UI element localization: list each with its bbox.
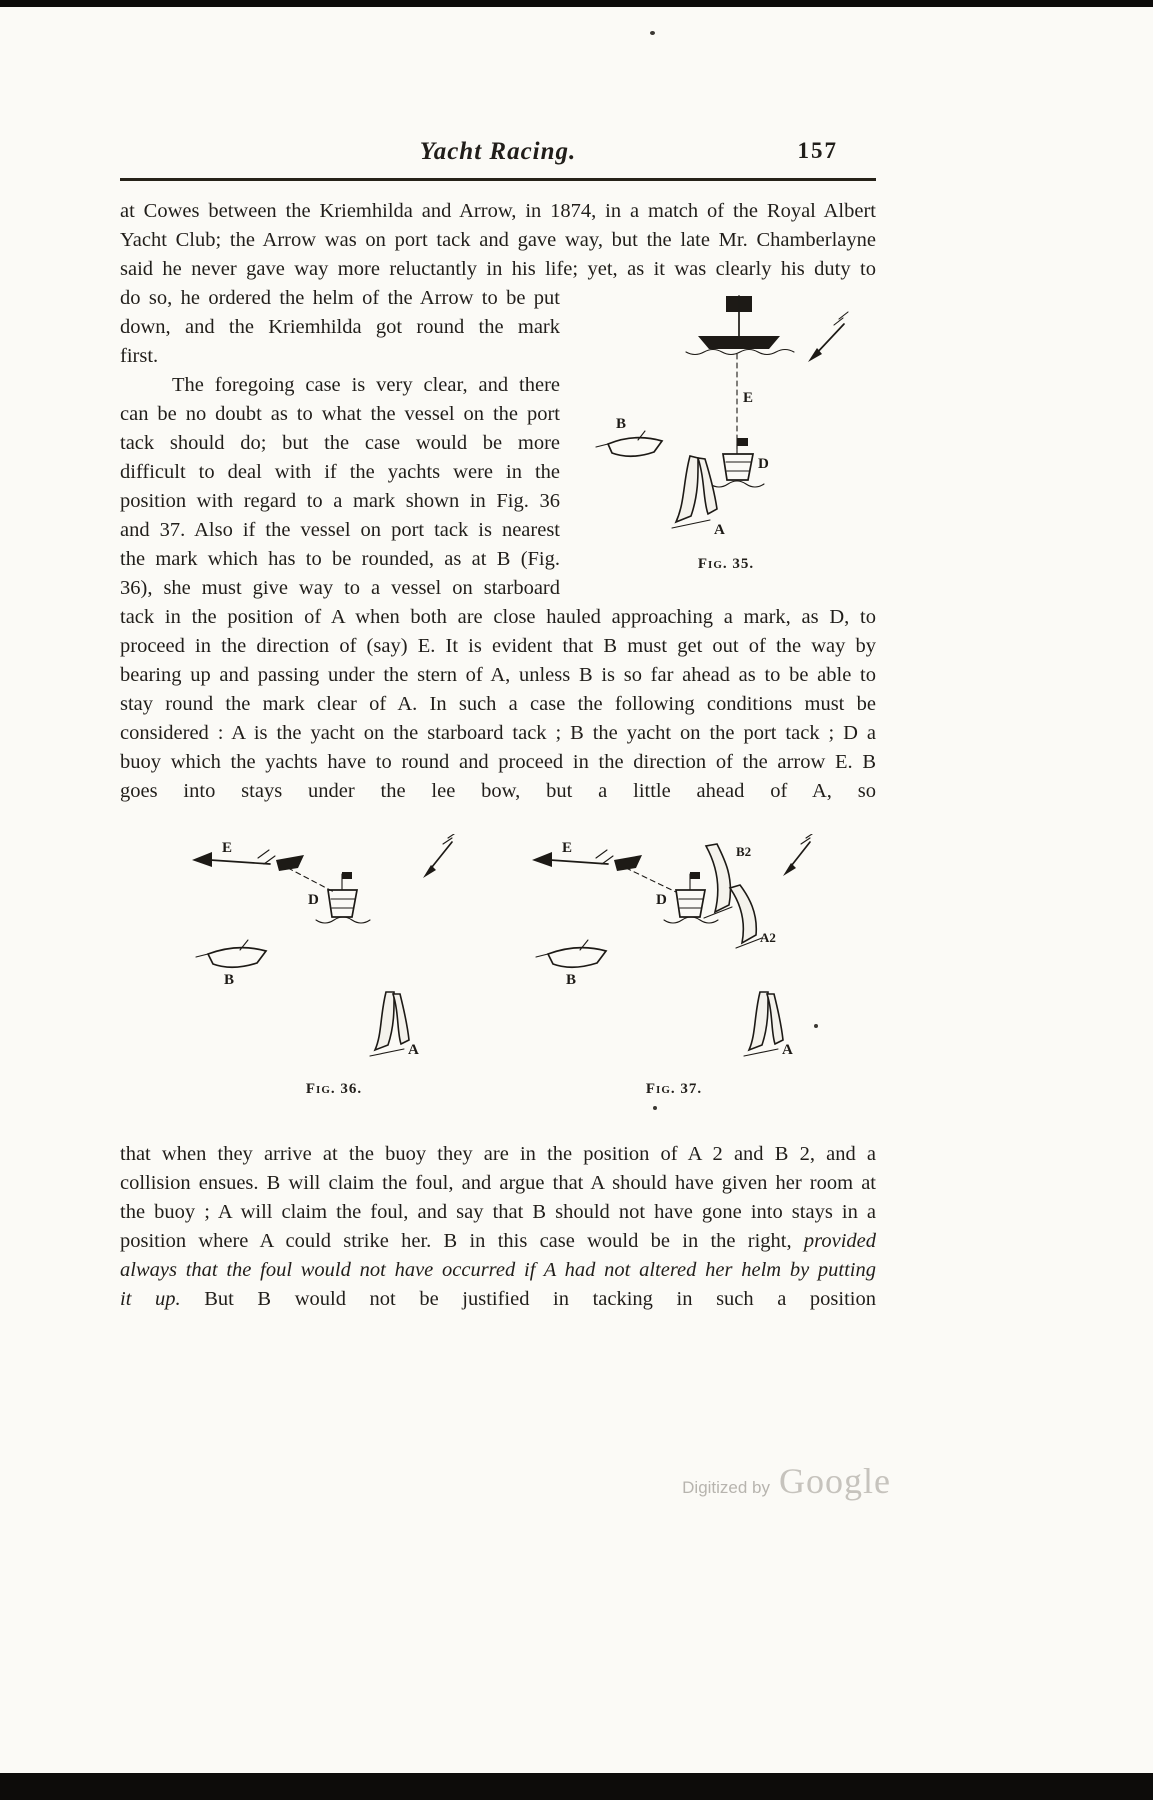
digitized-by-label: Digitized by <box>682 1478 771 1497</box>
fig35-mark-vessel <box>686 296 794 355</box>
paragraph-1-text-b: ordered the helm of the Arrow to be put down, and the Kriemhilda got round the mark first. <box>120 287 560 367</box>
figure-36-caption: Fig. 36. <box>305 1081 363 1097</box>
fig36-boat-b <box>196 940 266 967</box>
fig37-label-b: B <box>566 972 577 988</box>
wind-arrow-icon <box>783 834 815 876</box>
figure-35-caption: Fig. 35. <box>697 556 755 572</box>
fig37-label-b2: B2 <box>736 844 752 859</box>
fig37-diagram <box>524 834 824 1066</box>
figure-36 <box>184 834 484 1098</box>
running-header <box>120 138 876 174</box>
page-content <box>120 138 876 1314</box>
fig37-boat-b <box>536 940 606 967</box>
fig37-arrow-e <box>532 850 613 867</box>
fig36-label-d: D <box>308 892 319 908</box>
figure-37-caption: Fig. 37. <box>645 1081 703 1097</box>
fig37-label-a2: A2 <box>760 930 776 945</box>
fig35-label-d: D <box>758 456 769 472</box>
fig36-arrow-e <box>192 850 275 867</box>
paragraph-1 <box>120 197 876 572</box>
header-rule <box>120 178 876 181</box>
paragraph-3 <box>120 1140 876 1314</box>
paragraph-1-text-a: at Cowes between the Kriemhilda and Arrow, in 1874, in a match of the Royal Albert Yacht Club; the Arrow was on port tack and gave way, but the late Mr. Chamberlayne said he never gave way more reluctantly in his life; yet, as it was clearly his duty to do so, he <box>120 200 876 309</box>
figure-35 <box>576 286 876 573</box>
fig36-yacht-a <box>370 992 409 1056</box>
page-title: Yacht Racing. <box>419 138 577 165</box>
fig35-label-b: B <box>616 416 627 432</box>
fig35-buoy-d <box>710 438 764 487</box>
fig37-label-d: D <box>656 892 667 908</box>
fig36-label-b: B <box>224 972 235 988</box>
scan-speck <box>650 31 655 35</box>
paragraph-3-italic: provided always that the foul would not have occurred if A had not altered her helm by putting it up. <box>120 1230 876 1310</box>
fig36-label-a: A <box>408 1042 419 1058</box>
paragraph-3-text-a: that when they arrive at the buoy they are in the position of A 2 and B 2, and a collision ensues. B will claim the foul, and argue that A should have given her room at the buoy ; A will claim the foul, and say that B should not have gone into stays in a position where A could strike her. B in this case would be in the right, <box>120 1143 876 1252</box>
fig36-course-line <box>288 868 334 892</box>
fig36-label-e: E <box>222 840 233 856</box>
fig37-yacht-a2 <box>730 885 762 948</box>
fig37-course-line <box>626 868 676 892</box>
wind-arrow-icon <box>808 312 848 362</box>
page-number: 157 <box>797 138 838 163</box>
digitized-watermark <box>682 1460 891 1502</box>
figure-37 <box>524 834 824 1098</box>
fig35-yacht-a <box>672 456 717 528</box>
body-text-continued <box>120 1140 876 1314</box>
fig35-diagram <box>586 286 866 554</box>
paragraph-2: The foregoing case is very clear, and there can be no doubt as to what the vessel on the port tack should do; but the case would be more difficult to deal with if the yachts were in the position with regard to a mark shown in Fig. 36 and 37. Also if the vessel on port tack is nearest the mark which has to be rounded, as at B (Fig. 36), she must give way to a vessel on starboard tack in the position of A when both are close hauled approaching a mark, as D, to proceed in the direction of (say) E. It is evident that B must get out of the way by bearing up and passing under the stern of A, unless B is so far ahead as to be able to stay round the mark clear of A. In such a case the following conditions must be considered : A is the yacht on the starboard tack ; B the yacht on the port tack ; D a buoy which the yachts have to round and proceed in the direction of the arrow E. B goes into stays under the lee bow, but a little ahead of A, so <box>120 374 876 802</box>
fig36-diagram <box>184 834 484 1066</box>
google-logo: Google <box>779 1461 891 1501</box>
fig35-label-e: E <box>743 390 754 406</box>
fig37-label-a: A <box>782 1042 793 1058</box>
fig36-buoy-d <box>316 872 370 923</box>
fig37-yacht-a <box>744 992 783 1056</box>
paragraph-3-text-b: But B would not be justified in tacking in such a position <box>180 1288 876 1310</box>
fig35-label-a: A <box>714 522 725 538</box>
figures-row <box>120 834 876 1098</box>
scan-edge-top <box>0 0 1153 7</box>
fig37-yacht-b2 <box>704 844 732 918</box>
fig37-label-e: E <box>562 840 573 856</box>
wind-arrow-icon <box>423 834 457 878</box>
body-text <box>120 197 876 806</box>
scan-edge-bottom <box>0 1773 1153 1800</box>
fig35-boat-b <box>596 431 662 456</box>
